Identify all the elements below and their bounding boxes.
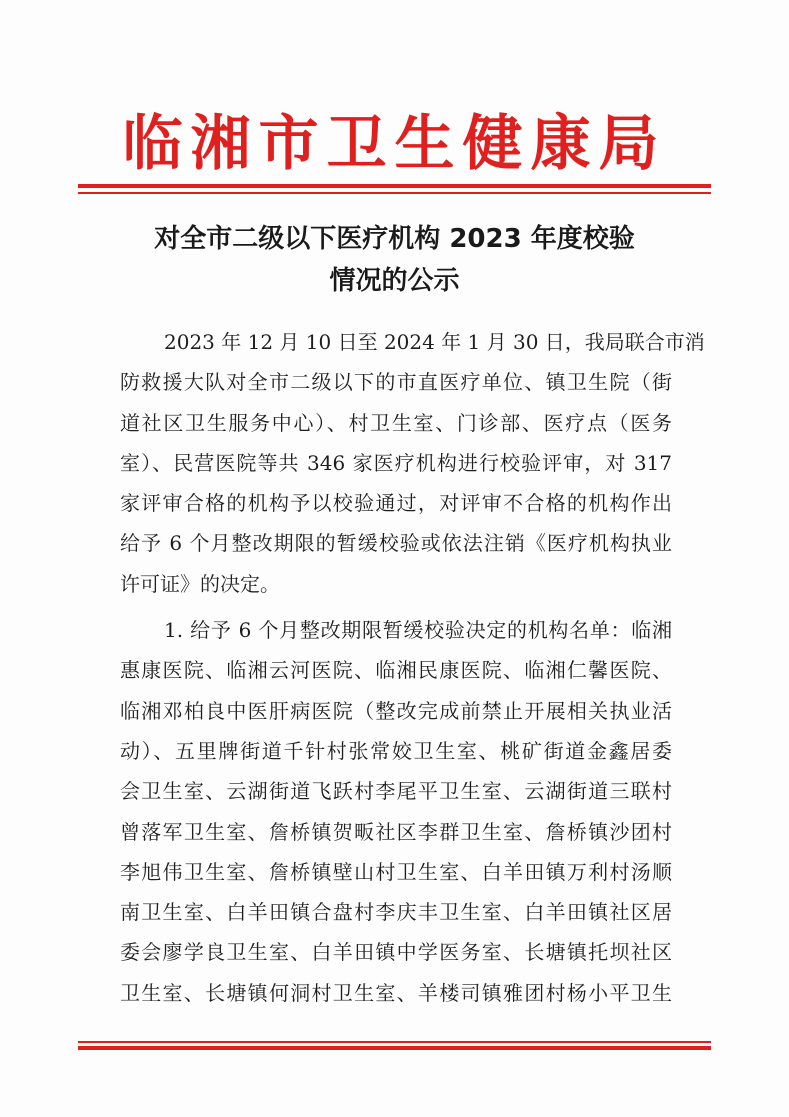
paragraph-line: 家评审合格的机构予以校验通过，对评审不合格的机构作出 — [120, 491, 672, 516]
paragraph-line: 许可证》的决定。 — [120, 571, 280, 596]
paragraph-line: 南卫生室、白羊田镇合盘村李庆丰卫生室、白羊田镇社区居 — [120, 900, 672, 925]
paragraph-1 — [120, 322, 705, 604]
org-letterhead: 临湘市卫生健康局 — [122, 109, 667, 179]
title-line-2: 情况的公示 — [329, 266, 460, 296]
paragraph-line: 会卫生室、云湖街道飞跃村李尾平卫生室、云湖街道三联村 — [120, 779, 672, 804]
footer-rule-thick — [78, 1046, 711, 1050]
paragraph-line: 2023 年 12 月 10 日至 2024 年 1 月 30 日，我局联合市消 — [164, 330, 705, 354]
paragraph-line: 防救援大队对全市二级以下的市直医疗单位、镇卫生院（街 — [120, 370, 672, 395]
paragraph-line: 给予 6 个月整改期限的暂缓校验或依法注销《医疗机构执业 — [120, 531, 672, 556]
footer-rule-thin — [78, 1041, 711, 1043]
paragraph-line: 曾落军卫生室、詹桥镇贺畈社区李群卫生室、詹桥镇沙团村 — [120, 819, 672, 844]
paragraph-2 — [120, 610, 672, 1013]
paragraph-line: 动）、五里牌街道千针村张常姣卫生室、桃矿街道金鑫居委 — [120, 738, 672, 763]
paragraph-line: 临湘邓柏良中医肝病医院（整改完成前禁止开展相关执业活 — [120, 698, 672, 723]
paragraph-line: 李旭伟卫生室、詹桥镇壁山村卫生室、白羊田镇万利村汤顺 — [120, 859, 672, 884]
header-rule-thick — [78, 184, 711, 188]
header-rule-thin — [78, 192, 711, 194]
paragraph-line: 室）、民营医院等共 346 家医疗机构进行校验评审，对 317 — [120, 450, 672, 475]
document-body — [120, 322, 705, 1013]
document-title — [120, 218, 669, 302]
paragraph-line: 道社区卫生服务中心）、村卫生室、门诊部、医疗点（医务 — [120, 410, 672, 435]
paragraph-line: 1. 给予 6 个月整改期限暂缓校验决定的机构名单：临湘 — [164, 618, 672, 643]
paragraph-line: 卫生室、长塘镇何洞村卫生室、羊楼司镇雅团村杨小平卫生 — [120, 980, 672, 1005]
paragraph-line: 惠康医院、临湘云河医院、临湘民康医院、临湘仁馨医院、 — [120, 658, 672, 683]
title-line-1: 对全市二级以下医疗机构 2023 年度校验 — [154, 224, 635, 254]
paragraph-line: 委会廖学良卫生室、白羊田镇中学医务室、长塘镇托坝社区 — [120, 940, 672, 965]
